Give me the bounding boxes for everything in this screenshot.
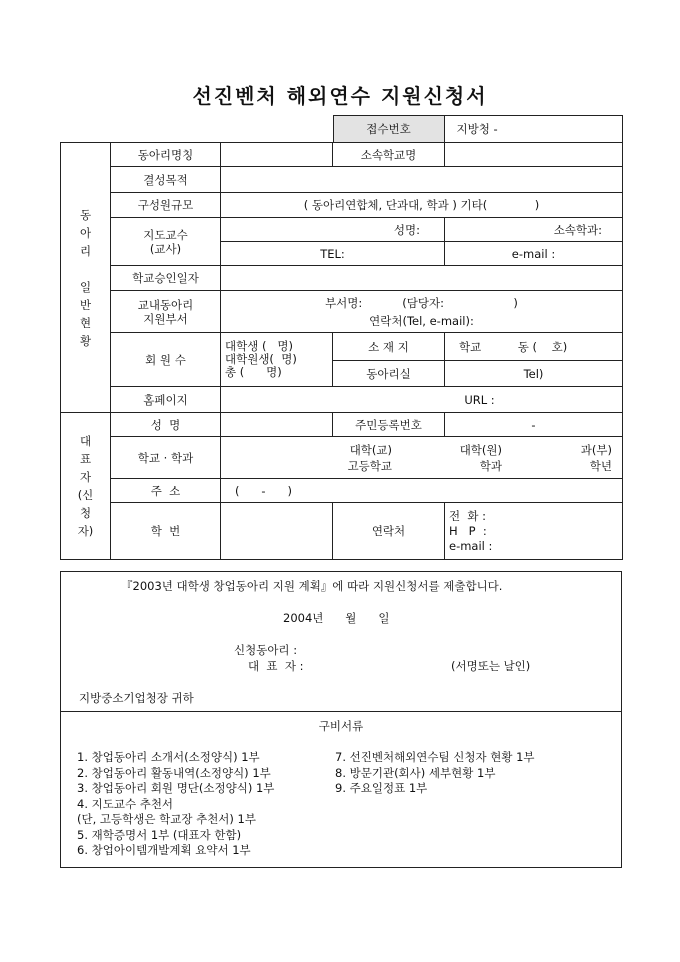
school-name-label: 소속학교명 (333, 143, 445, 167)
scale-value[interactable]: ( 동아리연합체, 단과대, 학과 ) 기타( ) (221, 193, 623, 218)
documents-box (60, 711, 622, 868)
receipt-table (60, 115, 623, 143)
list-item: 3. 창업동아리 회원 명단(소정양식) 1부 (77, 781, 275, 795)
rep-school-field[interactable]: 대학(교) 대학(원) 과(부) 고등학교 학과 학년 (221, 437, 623, 479)
dept-name: 부서명: (325, 295, 363, 310)
sign-note: (서명또는 날인) (451, 659, 531, 673)
location-label: 소 재 지 (333, 333, 445, 361)
address-value[interactable]: ( - ) (221, 479, 623, 503)
list-item: 1. 창업동아리 소개서(소정양식) 1부 (77, 750, 260, 764)
contact-label: 연락처 (333, 503, 445, 560)
approval-date-label: 학교승인일자 (111, 266, 221, 291)
rep-name-label: 성 명 (111, 413, 221, 437)
declaration-date[interactable]: 2004년 월 일 (283, 611, 390, 625)
club-name-label: 동아리명칭 (111, 143, 221, 167)
applicant-club[interactable]: 신청동아리 : (234, 643, 298, 657)
application-table (60, 142, 623, 560)
list-item: 9. 주요일정표 1부 (335, 781, 428, 795)
declaration-text: 『2003년 대학생 창업동아리 지원 계획』에 따라 지원신청서를 제출합니다. (121, 579, 503, 593)
club-section-label: 동 아 리 일 반 현 황 (61, 143, 111, 413)
list-item: 7. 선진벤처해외연수팀 신청자 현황 1부 (335, 750, 535, 764)
documents-left-list (77, 750, 274, 859)
advisor-dept[interactable]: 소속학과: (445, 218, 623, 242)
receipt-value[interactable]: 지방청 - (444, 116, 622, 143)
list-item: (단, 고등학생은 학교장 추천서) 1부 (77, 812, 256, 826)
members-field[interactable]: 대학생 ( 명) 대학원생( 명) 총 ( 명) (221, 333, 333, 387)
advisor-label: 지도교수 (교사) (111, 218, 221, 266)
members-label: 회 원 수 (111, 333, 221, 387)
rep-name-field[interactable] (221, 413, 333, 437)
room-label: 동아리실 (333, 361, 445, 387)
homepage-label: 홈페이지 (111, 387, 221, 413)
receipt-label: 접수번호 (333, 116, 444, 143)
student-no-field[interactable] (221, 503, 333, 560)
dept-label: 교내동아리 지원부서 (111, 291, 221, 333)
declaration-box (60, 571, 622, 712)
list-item: 6. 창업아이템개발계획 요약서 1부 (77, 843, 251, 857)
rep-section-label: 대 표 자 (신 청 자) (61, 413, 111, 560)
list-item: 8. 방문기관(회사) 세부현황 1부 (335, 765, 496, 780)
dept-field[interactable] (221, 291, 623, 333)
rep-id-label: 주민등록번호 (333, 413, 445, 437)
scale-label: 구성원규모 (111, 193, 221, 218)
rep-id-field[interactable]: - (445, 413, 623, 437)
school-name-field[interactable] (445, 143, 623, 167)
list-item: 2. 창업동아리 활동내역(소정양식) 1부 (77, 765, 271, 780)
rep-school-label: 학교 · 학과 (111, 437, 221, 479)
address-label: 주 소 (111, 479, 221, 503)
addressee: 지방중소기업청장 귀하 (79, 691, 194, 705)
student-no-label: 학 번 (111, 503, 221, 560)
contact-field[interactable]: 전 화 : H P : e-mail : (445, 503, 623, 560)
documents-header: 구비서류 (318, 719, 364, 733)
club-name-field[interactable] (221, 143, 333, 167)
purpose-field[interactable] (221, 167, 623, 193)
location-value[interactable]: 학교 동 ( 호) (445, 333, 623, 361)
room-value[interactable]: Tel) (445, 361, 623, 387)
advisor-name[interactable]: 성명: (221, 218, 445, 242)
documents-right-list (335, 750, 535, 797)
approval-date-field[interactable] (221, 266, 623, 291)
applicant-rep[interactable]: 대 표 자 : (248, 659, 304, 673)
purpose-label: 결성목적 (111, 167, 221, 193)
advisor-tel[interactable]: TEL: (221, 242, 445, 266)
homepage-value[interactable]: URL : (221, 387, 623, 413)
form-title: 선진벤처 해외연수 지원신청서 (192, 84, 488, 108)
dept-manager: (담당자: ) (402, 295, 518, 310)
list-item: 5. 재학증명서 1부 (대표자 한함) (77, 827, 242, 842)
dept-contact: 연락처(Tel, e-mail): (369, 313, 474, 328)
list-item: 4. 지도교수 추천서 (77, 796, 174, 811)
advisor-email[interactable]: e-mail : (445, 242, 623, 266)
